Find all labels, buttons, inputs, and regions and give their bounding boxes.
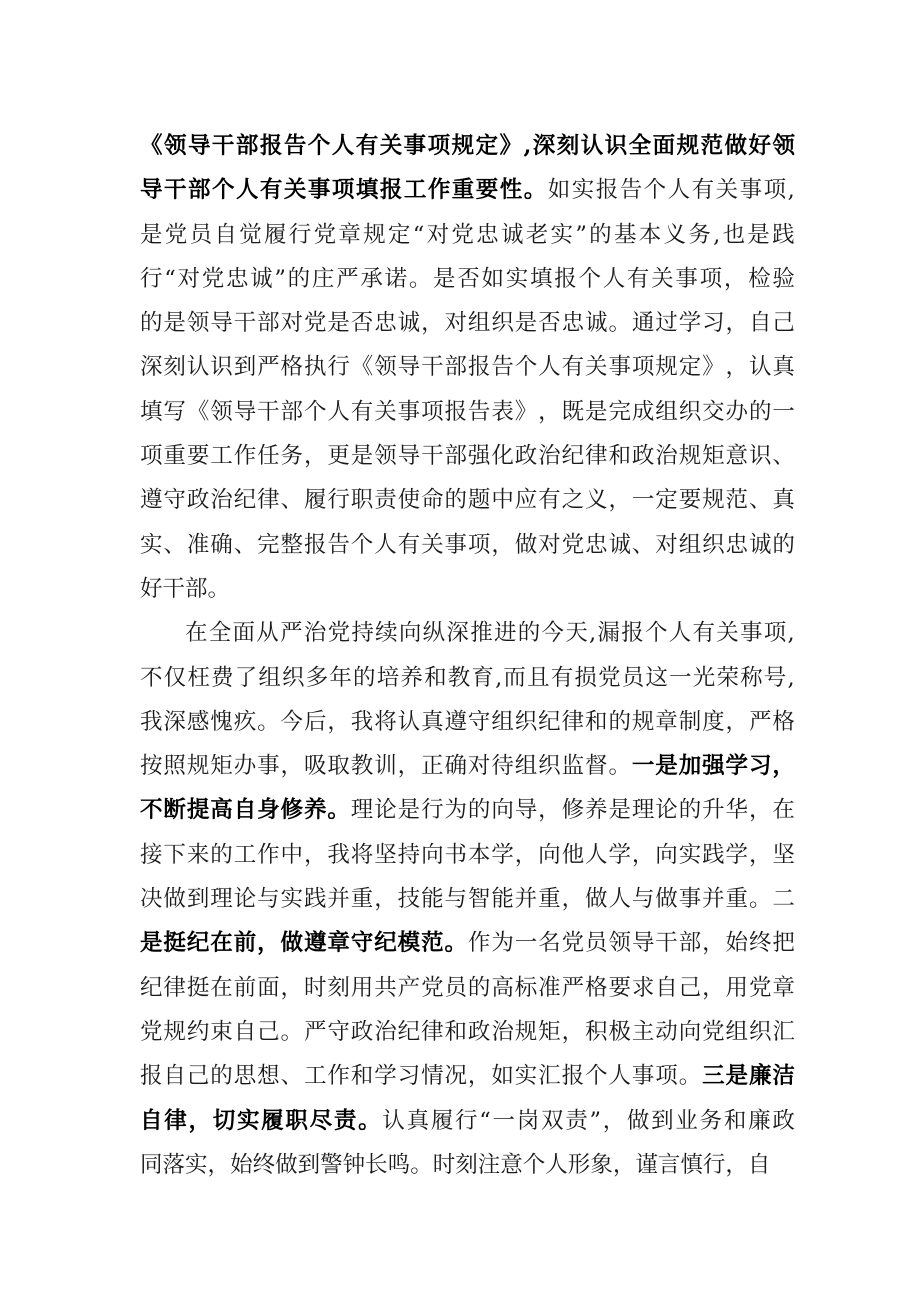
text-line: 填 写 《 领 导 干 部 个 人 有 关 事 项 报 告 表 》 ， 既 是 完 成 组 织 交 办 的 一 [140, 398, 795, 425]
text-line: 纪 律 挺 在 前 面 ， 时 刻 用 共 产 党 员 的 高 标 准 严 格 要 求 自 己 ， 用 党 章 [140, 974, 795, 1001]
text-line: 实 、 准 确 、 完 整 报 告 个 人 有 关 事 项 ， 做 对 党 忠 诚 、 对 组 织 忠 诚 的 [140, 531, 795, 558]
document-body [140, 124, 795, 1187]
text-line: 按 照 规 矩 办 事 ， 吸 取 教 训 ， 正 确 对 待 组 织 监 督 。 一 是 加 强 学 习 ， [140, 753, 795, 780]
text-line: 是 挺 纪 在 前 ， 做 遵 章 守 纪 模 范 。 作 为 一 名 党 员 领 导 干 部 ， 始 终 把 [140, 930, 795, 957]
text-line: 不 仅 枉 费 了 组 织 多 年 的 培 养 和 教 育 , 而 且 有 损 党 员 这 一 光 荣 称 号 , [140, 664, 795, 691]
text-line: 不 断 提 高 自 身 修 养 。 理 论 是 行 为 的 向 导 ， 修 养 是 理 论 的 升 华 ， 在 [140, 797, 795, 824]
text-line: 决 做 到 理 论 与 实 践 并 重 ， 技 能 与 智 能 并 重 ， 做 人 与 做 事 并 重 。 二 [140, 886, 795, 913]
text-line: 深 刻 认 识 到 严 格 执 行 《 领 导 干 部 报 告 个 人 有 关 事 项 规 定 》 ， 认 真 [140, 354, 795, 381]
text-line: 导 干 部 个 人 有 关 事 项 填 报 工 作 重 要 性 。 如 实 报 告 个 人 有 关 事 项 , [140, 177, 795, 204]
text-line: 接 下 来 的 工 作 中 ， 我 将 坚 持 向 书 本 学 ， 向 他 人 学 ， 向 实 践 学 ， 坚 [140, 841, 795, 868]
text-line: 我 深 感 愧 疚 。 今 后 ， 我 将 认 真 遵 守 组 织 纪 律 和 的 规 章 制 度 ， 严 格 [140, 708, 795, 735]
text-line: 好 干 部 。 [140, 575, 231, 602]
text-line: 报 自 己 的 思 想 、 工 作 和 学 习 情 况 ， 如 实 汇 报 个 人 事 项 。 三 是 廉 洁 [140, 1063, 795, 1090]
text-line: 党 规 约 束 自 己 。 严 守 政 治 纪 律 和 政 治 规 矩 ， 积 极 主 动 向 党 组 织 汇 [140, 1018, 795, 1045]
text-line: 自 律 ， 切 实 履 职 尽 责 。 认 真 履 行 “ 一 岗 双 责 ” ， 做 到 业 务 和 廉 政 [140, 1107, 795, 1134]
text-line: 在 全 面 从 严 治 党 持 续 向 纵 深 推 进 的 今 天 , 漏 报 个 人 有 关 事 项 , [185, 620, 795, 647]
text-line: 的 是 领 导 干 部 对 党 是 否 忠 诚 ， 对 组 织 是 否 忠 诚 。 通 过 学 习 ， 自 己 [140, 310, 795, 337]
text-line: 行 “ 对 党 忠 诚 ” 的 庄 严 承 诺 。 是 否 如 实 填 报 个 人 有 关 事 项 ， 检 验 [140, 265, 795, 292]
text-line: 遵 守 政 治 纪 律 、 履 行 职 责 使 命 的 题 中 应 有 之 义 ， 一 定 要 规 范 、 真 [140, 487, 795, 514]
text-line: 项 重 要 工 作 任 务 ， 更 是 领 导 干 部 强 化 政 治 纪 律 和 政 治 规 矩 意 识 、 [140, 443, 795, 470]
text-line: 是 党 员 自 觉 履 行 党 章 规 定 “ 对 党 忠 诚 老 实 ” 的 基 本 义 务 , 也 是 践 [140, 221, 795, 248]
text-line: 《 领 导 干 部 报 告 个 人 有 关 事 项 规 定 》 , 深 刻 认 识 全 面 规 范 做 好 领 [140, 133, 795, 159]
text-line: 同 落 实 ， 始 终 做 到 警 钟 长 鸣 。 时 刻 注 意 个 人 形 象 ， 谨 言 慎 行 ， 自 [140, 1151, 771, 1178]
